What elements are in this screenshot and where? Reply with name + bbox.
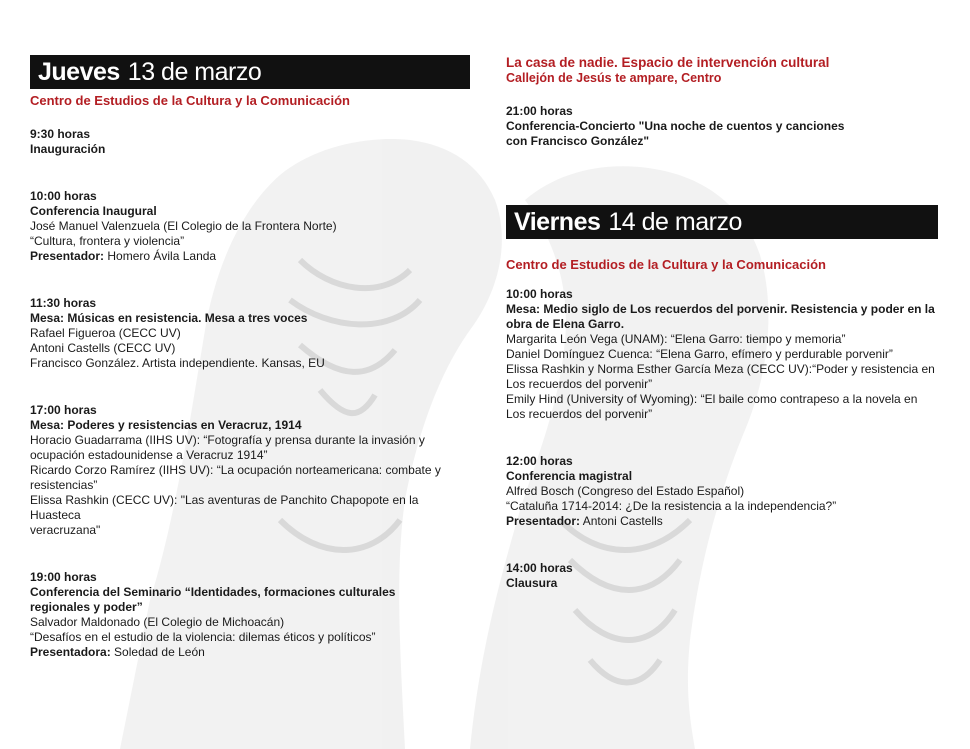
- thursday-column: [30, 55, 470, 660]
- presenter-name: Soledad de León: [114, 645, 205, 659]
- event-title: Clausura: [506, 576, 558, 590]
- event-detail: José Manuel Valenzuela (El Colegio de la Frontera Norte): [30, 219, 337, 233]
- event-detail: Los recuerdos del porvenir”: [506, 407, 653, 421]
- day-date: 14 de marzo: [608, 207, 742, 236]
- day-name: Jueves: [38, 57, 120, 86]
- event-title: Mesa: Poderes y resistencias en Veracruz, 1914: [30, 418, 302, 432]
- event-presenter: [506, 514, 942, 529]
- event-detail: “Desafíos en el estudio de la violencia: dilemas éticos y políticos”: [30, 630, 376, 644]
- event-detail: Horacio Guadarrama (IIHS UV): “Fotografía y prensa durante la invasión y: [30, 433, 425, 447]
- thursday-day-header: [30, 55, 470, 89]
- event-time: 12:00 horas: [506, 454, 573, 468]
- event-1700: [30, 403, 470, 538]
- event-2100: [506, 104, 942, 149]
- event-detail: resistencias”: [30, 478, 98, 492]
- venue-title: Centro de Estudios de la Cultura y la Comunicación: [30, 93, 350, 108]
- event-time: 14:00 horas: [506, 561, 573, 575]
- event-title: Mesa: Medio siglo de Los recuerdos del porvenir. Resistencia y poder en la obra de Elena Garro.: [506, 302, 935, 331]
- presenter-name: Homero Ávila Landa: [107, 249, 217, 263]
- event-detail: “Cultura, frontera y violencia”: [30, 234, 185, 248]
- venue-title: Centro de Estudios de la Cultura y la Comunicación: [506, 257, 826, 272]
- presenter-label: Presentador:: [30, 249, 105, 263]
- event-detail: Antoni Castells (CECC UV): [30, 341, 176, 355]
- friday-day-header: [506, 205, 938, 239]
- event-detail: Ricardo Corzo Ramírez (IIHS UV): “La ocupación norteamericana: combate y: [30, 463, 441, 477]
- friday-column: [506, 55, 942, 591]
- event-time: 19:00 horas: [30, 570, 97, 584]
- event-time: 21:00 horas: [506, 104, 573, 118]
- event-title: Conferencia del Seminario “Identidades, formaciones culturales regionales y poder”: [30, 585, 396, 614]
- event-detail: Rafael Figueroa (CECC UV): [30, 326, 181, 340]
- top-venue-title: La casa de nadie. Espacio de intervención cultural: [506, 55, 830, 70]
- event-1130: [30, 296, 470, 371]
- event-detail: Margarita León Vega (UNAM): “Elena Garro: tiempo y memoria”: [506, 332, 846, 346]
- event-time: 10:00 horas: [506, 287, 573, 301]
- event-detail: “Cataluña 1714-2014: ¿De la resistencia a la independencia?”: [506, 499, 837, 513]
- event-title: Inauguración: [30, 142, 106, 156]
- event-detail: Alfred Bosch (Congreso del Estado Español): [506, 484, 745, 498]
- presenter-name: Antoni Castells: [582, 514, 663, 528]
- event-detail: Elissa Rashkin y Norma Esther García Meza (CECC UV):“Poder y resistencia en: [506, 362, 935, 376]
- event-title: Conferencia Inaugural: [30, 204, 157, 218]
- event-title: Conferencia magistral: [506, 469, 633, 483]
- event-time: 17:00 horas: [30, 403, 97, 417]
- event-0930: [30, 127, 470, 157]
- event-1900: [30, 570, 470, 660]
- event-time: 10:00 horas: [30, 189, 97, 203]
- event-detail: ocupación estadounidense a Veracruz 1914”: [30, 448, 268, 462]
- top-venue-address: Callejón de Jesús te ampare, Centro: [506, 71, 722, 85]
- event-title: Mesa: Músicas en resistencia. Mesa a tres voces: [30, 311, 308, 325]
- event-title: Conferencia-Concierto "Una noche de cuentos y canciones con Francisco González": [506, 119, 845, 148]
- event-detail: Francisco González. Artista independiente. Kansas, EU: [30, 356, 325, 370]
- day-date: 13 de marzo: [127, 57, 262, 86]
- event-detail: Emily Hind (University of Wyoming): “El baile como contrapeso a la novela en: [506, 392, 918, 406]
- event-detail: veracruzana": [30, 523, 101, 537]
- day-name: Viernes: [514, 207, 601, 236]
- event-presenter: [30, 249, 470, 264]
- event-detail: Elissa Rashkin (CECC UV): "Las aventuras de Panchito Chapopote en la Huasteca: [30, 493, 419, 522]
- presenter-label: Presentadora:: [30, 645, 111, 659]
- event-detail: Salvador Maldonado (El Colegio de Michoacán): [30, 615, 285, 629]
- event-fri-1000: [506, 287, 942, 422]
- presenter-label: Presentador:: [506, 514, 581, 528]
- event-time: 9:30 horas: [30, 127, 91, 141]
- event-1000: [30, 189, 470, 264]
- event-time: 11:30 horas: [30, 296, 97, 310]
- event-detail: Daniel Domínguez Cuenca: “Elena Garro, efímero y perdurable porvenir”: [506, 347, 893, 361]
- event-detail: Los recuerdos del porvenir”: [506, 377, 653, 391]
- event-presenter: [30, 645, 470, 660]
- event-fri-1200: [506, 454, 942, 529]
- event-fri-1400: [506, 561, 942, 591]
